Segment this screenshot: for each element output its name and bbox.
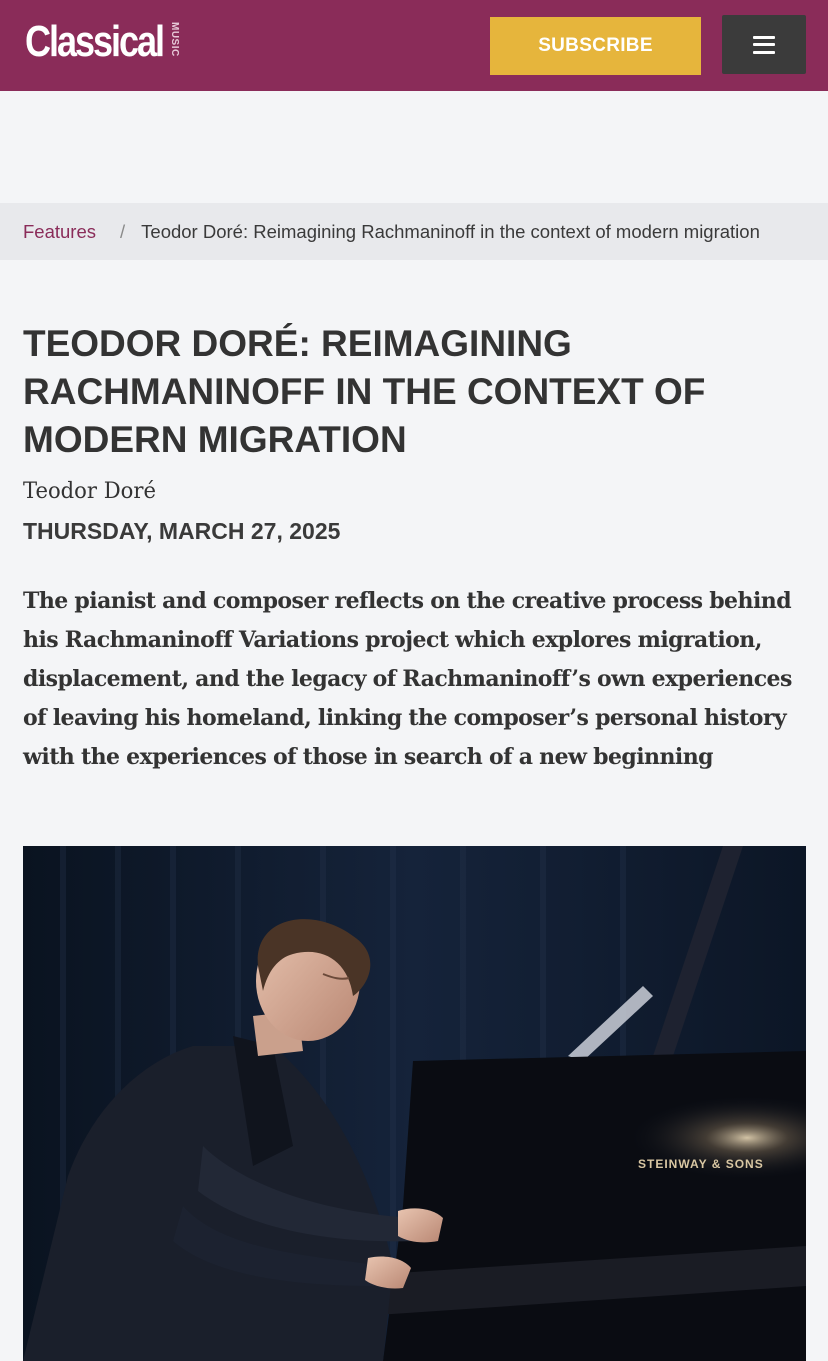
breadcrumb-current-page: Teodor Doré: Reimagining Rachmaninoff in the context of modern migration bbox=[141, 220, 760, 242]
logo-wordmark: Classical bbox=[25, 17, 164, 66]
hero-image bbox=[23, 846, 806, 1361]
breadcrumb bbox=[0, 203, 828, 260]
hamburger-menu-icon bbox=[753, 36, 775, 54]
breadcrumb-separator: / bbox=[120, 220, 126, 242]
piano-brand-text: STEINWAY & SONS bbox=[638, 1157, 764, 1171]
site-logo[interactable] bbox=[25, 17, 180, 67]
logo-subtext: MUSIC bbox=[169, 22, 180, 57]
menu-button[interactable] bbox=[722, 15, 806, 74]
breadcrumb-link-features[interactable]: Features bbox=[23, 220, 97, 242]
article-date: THURSDAY, MARCH 27, 2025 bbox=[23, 518, 341, 544]
ad-placeholder bbox=[0, 91, 828, 203]
article-title: TEODOR DORÉ: REIMAGINING RACHMANINOFF IN THE CONTEXT OF MODERN MIGRATION bbox=[23, 323, 706, 460]
article-standfirst: The pianist and composer reflects on the creative process behind his Rachmaninoff Variations project which explores migration, displacement, and the legacy of Rachmaninoff’s own experiences of leaving his homeland, linking the composer’s personal history with the experiences of those in search of a new beginning bbox=[23, 588, 792, 770]
site-header bbox=[0, 0, 828, 91]
subscribe-button[interactable]: SUBSCRIBE bbox=[490, 17, 701, 75]
article-author[interactable]: Teodor Doré bbox=[23, 479, 156, 504]
pianist-photo bbox=[23, 846, 806, 1361]
